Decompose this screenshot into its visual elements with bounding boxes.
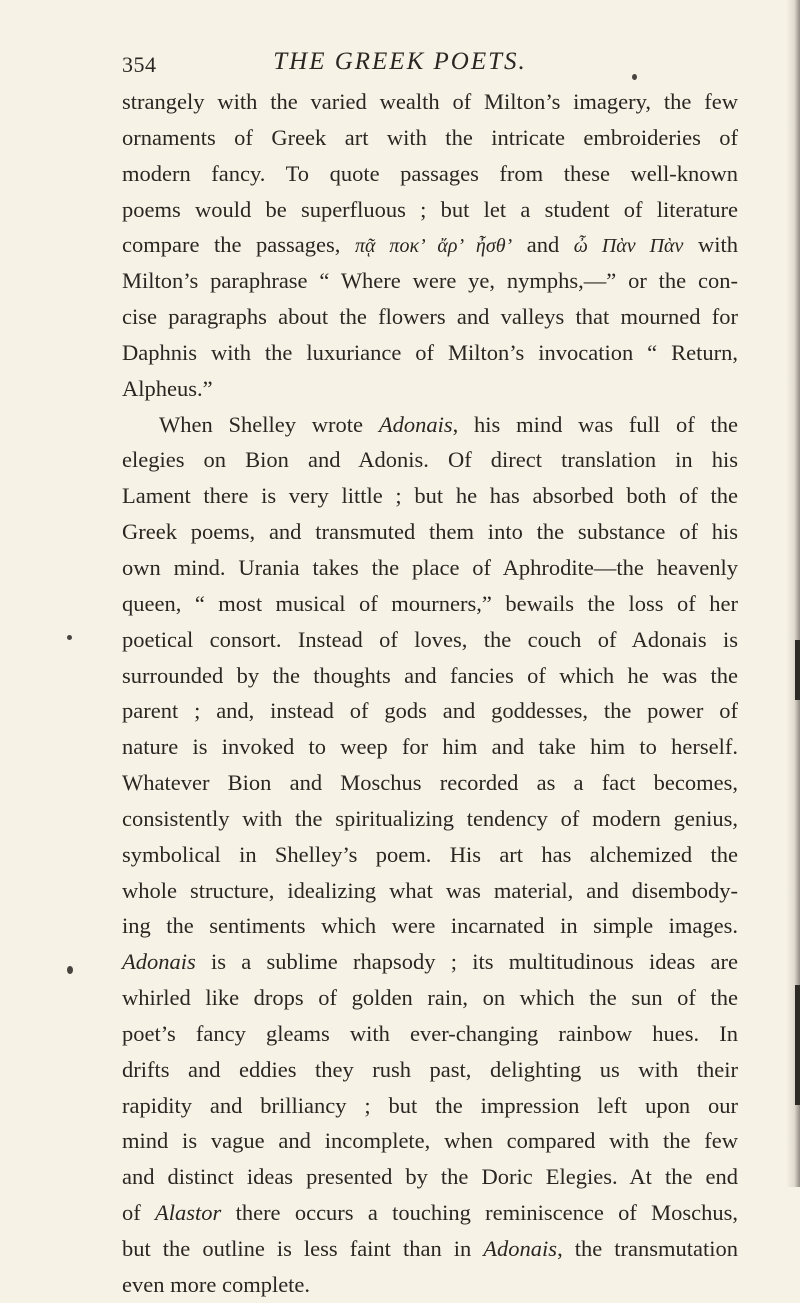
text-line — [122, 801, 738, 837]
ink-speck — [632, 74, 637, 80]
text-line — [122, 1231, 738, 1267]
text-segment: ornaments of Greek art with the intricate embroideries of — [122, 124, 738, 150]
text-line — [122, 227, 738, 263]
text-line — [122, 263, 738, 299]
text-line — [122, 1159, 738, 1195]
text-segment: with — [683, 232, 738, 258]
running-head-title: THE GREEK POETS. — [273, 48, 527, 75]
text-segment: Greek poems, and transmuted them into the substance of his — [122, 519, 738, 545]
text-line — [122, 335, 738, 371]
italic-title: Adonais — [378, 411, 453, 437]
text-line — [122, 1016, 738, 1052]
text-line — [122, 371, 738, 407]
text-line — [122, 156, 738, 192]
text-segment: and — [512, 232, 574, 258]
page-number: 354 — [122, 52, 157, 77]
text-line — [122, 84, 738, 120]
text-segment: whole structure, idealizing what was material, and disembody- — [122, 877, 738, 903]
text-segment: even more complete. — [122, 1271, 311, 1297]
text-segment: poet’s fancy gleams with ever-changing rainbow hues. In — [122, 1020, 738, 1046]
text-line — [122, 944, 738, 980]
text-segment: elegies on Bion and Adonis. Of direct translation in his — [122, 447, 738, 473]
ink-speck — [67, 635, 72, 640]
text-line — [122, 442, 738, 478]
text-segment: queen, “ most musical of mourners,” bewails the loss of her — [122, 590, 738, 616]
text-segment: surrounded by the thoughts and fancies of which he was the — [122, 662, 738, 688]
text-line — [122, 407, 738, 443]
text-segment: nature is invoked to weep for him and take him to herself. — [122, 734, 738, 760]
text-segment: symbolical in Shelley’s poem. His art has alchemized the — [122, 841, 738, 867]
text-segment: poems would be superfluous ; but let a student of literature — [122, 196, 738, 222]
body-text — [122, 84, 738, 1303]
greek-quotation: πᾷ ποκ’ ἄρ’ ἦσθ’ — [354, 235, 513, 258]
text-segment: rapidity and brilliancy ; but the impression left upon our — [122, 1092, 738, 1118]
text-segment: and distinct ideas presented by the Doric Elegies. At the end — [122, 1164, 738, 1190]
text-segment: of — [122, 1200, 156, 1226]
italic-title: Adonais — [483, 1236, 558, 1261]
text-line — [122, 550, 738, 586]
text-segment: whirled like drops of golden rain, on which the sun of the — [122, 985, 738, 1011]
text-segment: poetical consort. Instead of loves, the couch of Adonais is — [122, 626, 738, 652]
text-line — [122, 1052, 738, 1088]
text-line — [122, 658, 738, 694]
text-segment: , the transmutation — [557, 1236, 738, 1261]
italic-title: Alastor — [155, 1200, 222, 1226]
text-segment: is a sublime rhapsody ; its multitudinous ideas are — [195, 949, 738, 975]
text-line — [122, 1123, 738, 1159]
text-line — [122, 192, 738, 228]
text-segment: parent ; and, instead of gods and goddesses, the power of — [122, 698, 738, 724]
text-line — [122, 1195, 738, 1231]
text-line — [122, 299, 738, 335]
ink-speck — [67, 966, 73, 974]
text-line — [122, 729, 738, 765]
text-segment: Whatever Bion and Moschus recorded as a fact becomes, — [122, 770, 738, 796]
text-segment: When Shelley wrote — [159, 411, 379, 437]
text-segment: consistently with the spiritualizing tendency of modern genius, — [122, 805, 738, 831]
text-segment: cise paragraphs about the flowers and valleys that mourned for — [122, 304, 738, 330]
text-line — [122, 1267, 738, 1303]
text-segment: , his mind was full of the — [452, 411, 738, 437]
text-segment: drifts and eddies they rush past, delighting us with their — [122, 1056, 738, 1082]
text-segment: there occurs a touching reminiscence of Moschus, — [221, 1200, 738, 1226]
text-segment: Milton’s paraphrase “ Where were ye, nymphs,—” or the con- — [122, 268, 738, 294]
text-segment: Lament there is very little ; but he has absorbed both of the — [122, 483, 738, 509]
text-segment: compare the passages, — [122, 232, 355, 258]
text-line — [122, 765, 738, 801]
text-segment: Daphnis with the luxuriance of Milton’s invocation “ Return, — [122, 339, 738, 365]
text-segment: strangely with the varied wealth of Milton’s imagery, the few — [122, 89, 738, 114]
text-line — [122, 1088, 738, 1124]
text-segment: modern fancy. To quote passages from these well-known — [122, 160, 738, 186]
text-line — [122, 622, 738, 658]
text-segment: Alpheus.” — [122, 375, 213, 401]
text-line — [122, 908, 738, 944]
text-segment: mind is vague and incomplete, when compared with the few — [122, 1128, 738, 1154]
italic-title: Adonais — [122, 949, 196, 975]
text-line — [122, 980, 738, 1016]
text-line — [122, 693, 738, 729]
text-line — [122, 478, 738, 514]
text-line — [122, 586, 738, 622]
text-line — [122, 514, 738, 550]
text-line — [122, 120, 738, 156]
text-segment: ing the sentiments which were incarnated in simple images. — [122, 913, 738, 939]
text-segment: but the outline is less faint than in — [122, 1236, 484, 1261]
page-edge-mark — [795, 985, 800, 1105]
page-edge-mark — [795, 640, 800, 700]
text-line — [122, 837, 738, 873]
text-segment: own mind. Urania takes the place of Aphrodite—the heavenly — [122, 554, 738, 580]
text-line — [122, 873, 738, 909]
greek-quotation: ὦ Πὰν Πὰν — [573, 235, 684, 258]
